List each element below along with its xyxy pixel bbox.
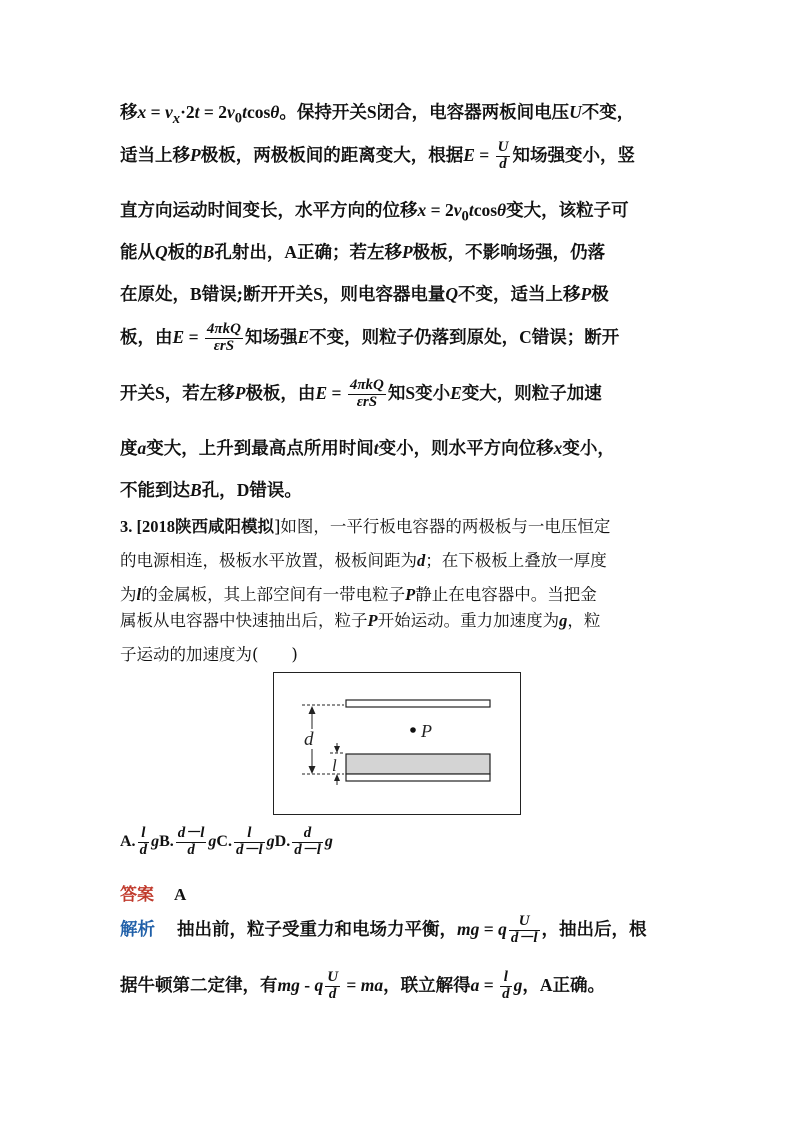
question-line-2: 的电源相连，极板水平放置，极板间距为d；在下极板上叠放一厚度 bbox=[120, 551, 607, 570]
question-line-1: 3. [2018陕西咸阳模拟]如图，一平行板电容器的两极板与一电压恒定 bbox=[120, 517, 611, 536]
question-line-3: 为l的金属板，其上部空间有一带电粒子P静止在电容器中。当把金 bbox=[120, 585, 597, 604]
choice-B[interactable]: B. $\frac{d-l}{d}$ g bbox=[159, 825, 217, 858]
choice-A[interactable]: A. $\frac{l}{d}$ g bbox=[120, 825, 160, 858]
solution-line-3: 直方向运动时间变长，水平方向的位移$x = 2v_0tcos\theta$变大，该粒子可 bbox=[120, 200, 629, 225]
question-line-5: 子运动的加速度为( ) bbox=[120, 645, 298, 664]
upper-plate bbox=[346, 700, 490, 707]
answer-line bbox=[120, 880, 186, 905]
label-l: l bbox=[332, 756, 337, 775]
solution-line-4: 能从Q板的B孔射出，A正确；若左移P极板，不影响场强，仍落 bbox=[120, 242, 606, 263]
answer-value: A bbox=[174, 885, 187, 904]
label-d: d bbox=[304, 729, 314, 750]
solution-line-2: 适当上移P极板，两极板间的距离变大，根据E = $\frac{U}{d}$ 知场强变小，竖 bbox=[120, 139, 635, 172]
choice-D[interactable]: D. $\frac{d}{d-l}$ g bbox=[274, 825, 333, 858]
label-P: P bbox=[421, 721, 432, 741]
l-arrow-top-head bbox=[334, 746, 340, 753]
capacitor-diagram bbox=[274, 673, 519, 813]
fraction-4pikQ-over-erS-2: $\frac{\text{4πkQ}}{\text{εrS}}$ bbox=[349, 377, 384, 410]
solution-line-1: 移$x = v_x\cdot 2t = 2v_0tcos\theta$。保持开关S闭合，电容器两板间电压U不变， bbox=[120, 102, 635, 127]
solution-line-7: 开关S，若左移P极板，由E = $\frac{\text{4πkQ}}{\text{εrS}}$ 知S变小E变大，则粒子加速 bbox=[120, 377, 602, 410]
explanation-line-1: 解析 抽出前，粒子受重力和电场力平衡，mg = q $\frac{U}{d-l}$ ，抽出后，根 bbox=[120, 913, 647, 946]
particle-P bbox=[410, 727, 416, 733]
question-line-4: 属板从电容器中快速抽出后，粒子P开始运动。重力加速度为g，粒 bbox=[120, 611, 601, 630]
lower-plate bbox=[346, 774, 490, 781]
fraction-U-over-d: $\frac{U}{d}$ bbox=[497, 139, 509, 172]
solution-line-9: 不能到达B孔，D错误。 bbox=[120, 480, 302, 501]
solution-line-5: 在原处，B错误;断开开关S，则电容器电量Q不变，适当上移P极 bbox=[120, 284, 609, 305]
answer-choices bbox=[120, 826, 333, 859]
fraction-4pikQ-over-erS: $\frac{\text{4πkQ}}{\text{εrS}}$ bbox=[206, 321, 241, 354]
fraction-U-over-d-2: $\frac{U}{d}$ bbox=[327, 969, 339, 1002]
answer-label: 答案 bbox=[120, 885, 154, 905]
explanation-label: 解析 bbox=[120, 919, 155, 940]
capacitor-figure bbox=[273, 672, 521, 815]
d-arrow-up-head bbox=[309, 706, 316, 714]
explanation-line-2: 据牛顿第二定律，有mg - q $\frac{U}{d}$ = ma，联立解得a = $\frac{l}{d}$ g，A正确。 bbox=[120, 969, 606, 1002]
solution-line-8: 度a变大，上升到最高点所用时间t变小，则水平方向位移x变小， bbox=[120, 438, 615, 459]
solution-line-6: 板，由E = $\frac{\text{4πkQ}}{\text{εrS}}$ 知场强E不变，则粒子仍落到原处，C错误；断开 bbox=[120, 321, 620, 354]
fraction-l-over-d: $\frac{l}{d}$ bbox=[502, 969, 510, 1002]
d-arrow-down-head bbox=[309, 766, 316, 774]
choice-C[interactable]: C. $\frac{l}{d-l}$ g bbox=[216, 825, 275, 858]
metal-slab bbox=[346, 754, 490, 774]
fraction-U-over-d-minus-l: $\frac{U}{d-l}$ bbox=[510, 913, 538, 946]
